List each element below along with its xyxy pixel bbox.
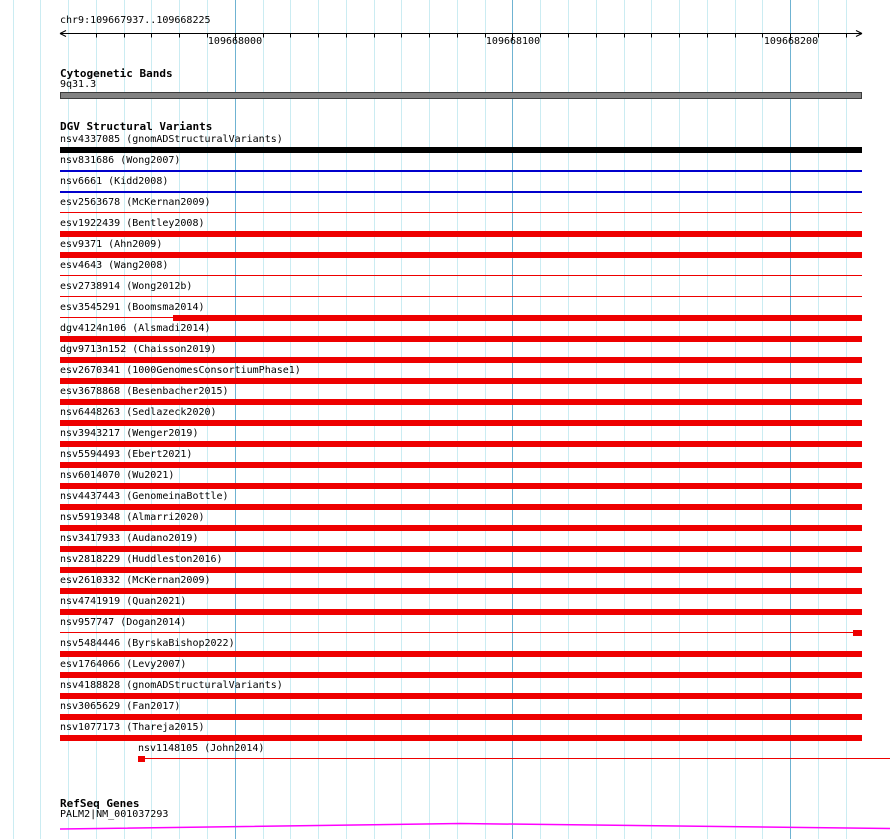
region-label: chr9:109667937..109668225: [60, 15, 211, 26]
dgv-track-title: DGV Structural Variants: [60, 120, 213, 133]
variant-label[interactable]: nsv6448263 (Sedlazeck2020): [60, 407, 217, 418]
variant-bar[interactable]: [60, 296, 862, 297]
variant-label[interactable]: nsv5594493 (Ebert2021): [60, 449, 193, 460]
variant-bar[interactable]: [60, 693, 862, 699]
variant-bar[interactable]: [60, 399, 862, 405]
variant-label[interactable]: esv1764066 (Levy2007): [60, 659, 187, 670]
variant-label[interactable]: dgv4124n106 (Alsmadi2014): [60, 323, 211, 334]
variant-bar[interactable]: [60, 336, 862, 342]
variant-label[interactable]: nsv6014070 (Wu2021): [60, 470, 175, 481]
gene-name: PALM2|NM_001037293: [60, 809, 169, 820]
variant-label[interactable]: esv1922439 (Bentley2008): [60, 218, 205, 229]
variant-label[interactable]: nsv3943217 (Wenger2019): [60, 428, 199, 439]
ruler-tick-label: 109668100: [485, 36, 541, 47]
variant-bar[interactable]: [60, 632, 853, 633]
variant-bar[interactable]: [60, 588, 862, 594]
variant-bar[interactable]: [60, 147, 862, 153]
variant-label[interactable]: esv2670341 (1000GenomesConsortiumPhase1): [60, 365, 301, 376]
variant-bar[interactable]: [60, 231, 862, 237]
variant-bar[interactable]: [60, 252, 862, 258]
variant-label[interactable]: nsv957747 (Dogan2014): [60, 617, 187, 628]
variant-bar[interactable]: [60, 378, 862, 384]
variant-bar[interactable]: [60, 567, 862, 573]
variant-label[interactable]: nsv4188828 (gnomADStructuralVariants): [60, 680, 283, 691]
variant-bar[interactable]: [60, 357, 862, 363]
variant-bar[interactable]: [60, 672, 862, 678]
variant-bar[interactable]: [60, 317, 173, 318]
variant-label[interactable]: nsv5919348 (Almarri2020): [60, 512, 205, 523]
variant-bar[interactable]: [60, 483, 862, 489]
variant-bar[interactable]: [60, 275, 862, 276]
variant-bar[interactable]: [60, 420, 862, 426]
variant-bar[interactable]: [145, 758, 890, 759]
ruler-tick-label: 109668000: [207, 36, 263, 47]
variant-label[interactable]: esv2563678 (McKernan2009): [60, 197, 211, 208]
variant-bar[interactable]: [60, 651, 862, 657]
variant-bar[interactable]: [173, 315, 862, 321]
variant-label[interactable]: esv4643 (Wang2008): [60, 260, 169, 271]
variant-bar[interactable]: [60, 609, 862, 615]
variant-bar[interactable]: [60, 170, 862, 172]
variant-label[interactable]: nsv831686 (Wong2007): [60, 155, 181, 166]
variant-bar[interactable]: [60, 191, 862, 193]
variant-bar[interactable]: [60, 441, 862, 447]
variant-label[interactable]: esv2610332 (McKernan2009): [60, 575, 211, 586]
variant-bar[interactable]: [138, 756, 145, 762]
variant-label[interactable]: esv3678868 (Besenbacher2015): [60, 386, 229, 397]
variant-label[interactable]: nsv4437443 (GenomeinaBottle): [60, 491, 229, 502]
variant-bar[interactable]: [60, 546, 862, 552]
variant-label[interactable]: nsv2818229 (Huddleston2016): [60, 554, 223, 565]
variant-label[interactable]: esv2738914 (Wong2012b): [60, 281, 193, 292]
variant-bar[interactable]: [853, 630, 862, 636]
cytobands-title: Cytogenetic Bands: [60, 67, 173, 80]
variant-label[interactable]: nsv3417933 (Audano2019): [60, 533, 199, 544]
variant-label[interactable]: nsv5484446 (ByrskaBishop2022): [60, 638, 235, 649]
refseq-track-title: RefSeq Genes: [60, 797, 140, 810]
ruler-tick-label: 109668200: [763, 36, 819, 47]
variant-bar[interactable]: [60, 735, 862, 741]
variant-label[interactable]: nsv3065629 (Fan2017): [60, 701, 181, 712]
variant-bar[interactable]: [60, 714, 862, 720]
variant-bar[interactable]: [60, 504, 862, 510]
variant-label[interactable]: esv3545291 (Boomsma2014): [60, 302, 205, 313]
variant-bar[interactable]: [60, 462, 862, 468]
variant-label[interactable]: nsv4741919 (Quan2021): [60, 596, 187, 607]
variant-label[interactable]: nsv4337085 (gnomADStructuralVariants): [60, 134, 283, 145]
variant-label[interactable]: nsv6661 (Kidd2008): [60, 176, 169, 187]
variant-bar[interactable]: [60, 212, 862, 213]
variant-label[interactable]: nsv1148105 (John2014): [138, 743, 265, 754]
variant-label[interactable]: dgv9713n152 (Chaisson2019): [60, 344, 217, 355]
variant-label[interactable]: esv9371 (Ahn2009): [60, 239, 163, 250]
cytoband-name: 9q31.3: [60, 79, 97, 90]
variant-bar[interactable]: [60, 525, 862, 531]
variant-label[interactable]: nsv1077173 (Thareja2015): [60, 722, 205, 733]
